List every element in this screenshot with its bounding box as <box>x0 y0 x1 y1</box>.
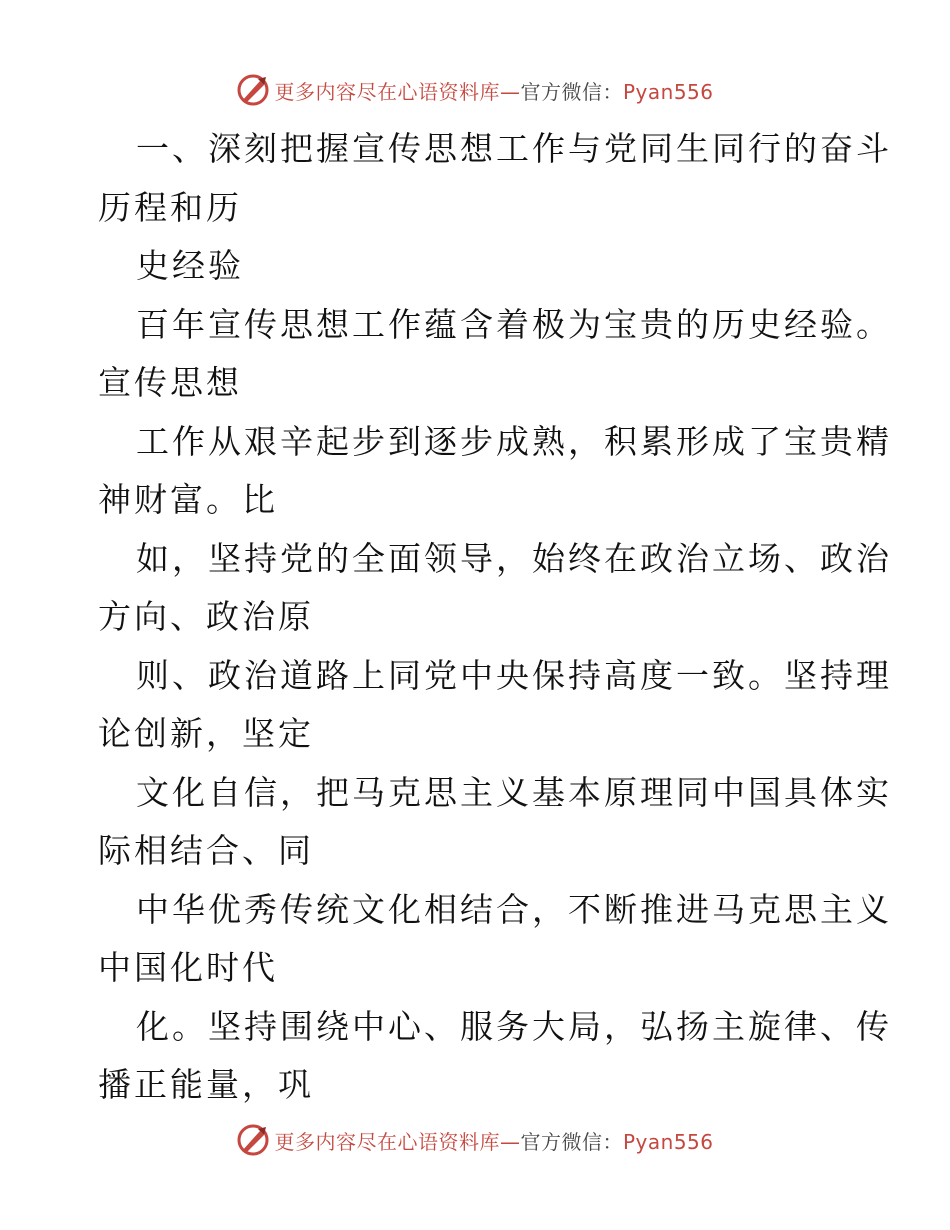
text-line: 则、政治道路上同党中央保持高度一致。坚持理 <box>136 655 892 695</box>
watermark-text <box>274 76 713 105</box>
watermark-footer <box>0 1120 950 1160</box>
text-line: 神财富。比 <box>98 480 278 519</box>
text-line: 中华优秀传统文化相结合，不断推进马克思主义 <box>136 889 892 929</box>
watermark-wechat-label: 官方微信： <box>520 79 623 104</box>
document-body <box>98 120 892 1115</box>
watermark-wechat-id: Pyan556 <box>622 79 714 104</box>
text-line: 际相结合、同 <box>98 831 314 870</box>
text-line: 论创新，坚定 <box>98 714 314 753</box>
text-line: 播正能量，巩 <box>98 1065 314 1104</box>
quill-logo-icon <box>236 1123 270 1157</box>
watermark-wechat-label: 官方微信： <box>520 1129 623 1154</box>
text-line: 史经验 <box>136 246 244 285</box>
text-line: 文化自信，把马克思主义基本原理同中国具体实 <box>136 772 892 812</box>
watermark-dash: — <box>499 79 521 104</box>
text-line: 化。坚持围绕中心、服务大局，弘扬主旋律、传 <box>136 1006 892 1046</box>
text-line: 如，坚持党的全面领导，始终在政治立场、政治 <box>136 538 892 578</box>
watermark-header <box>0 70 950 110</box>
watermark-site: 更多内容尽在心语资料库 <box>274 79 500 104</box>
watermark-text <box>274 1126 713 1155</box>
quill-logo-icon <box>236 73 270 107</box>
watermark-wechat-id: Pyan556 <box>622 1129 714 1154</box>
text-line: 宣传思想 <box>98 363 242 402</box>
text-line: 百年宣传思想工作蕴含着极为宝贵的历史经验。 <box>136 304 892 344</box>
text-line: 中国化时代 <box>98 948 278 987</box>
watermark-dash: — <box>499 1129 521 1154</box>
text-line: 方向、政治原 <box>98 597 314 636</box>
text-line: 历程和历 <box>98 187 242 227</box>
watermark-site: 更多内容尽在心语资料库 <box>274 1129 500 1154</box>
text-line: 工作从艰辛起步到逐步成熟，积累形成了宝贵精 <box>136 421 892 461</box>
text-line: 一、深刻把握宣传思想工作与党同生同行的奋斗 <box>136 129 892 168</box>
